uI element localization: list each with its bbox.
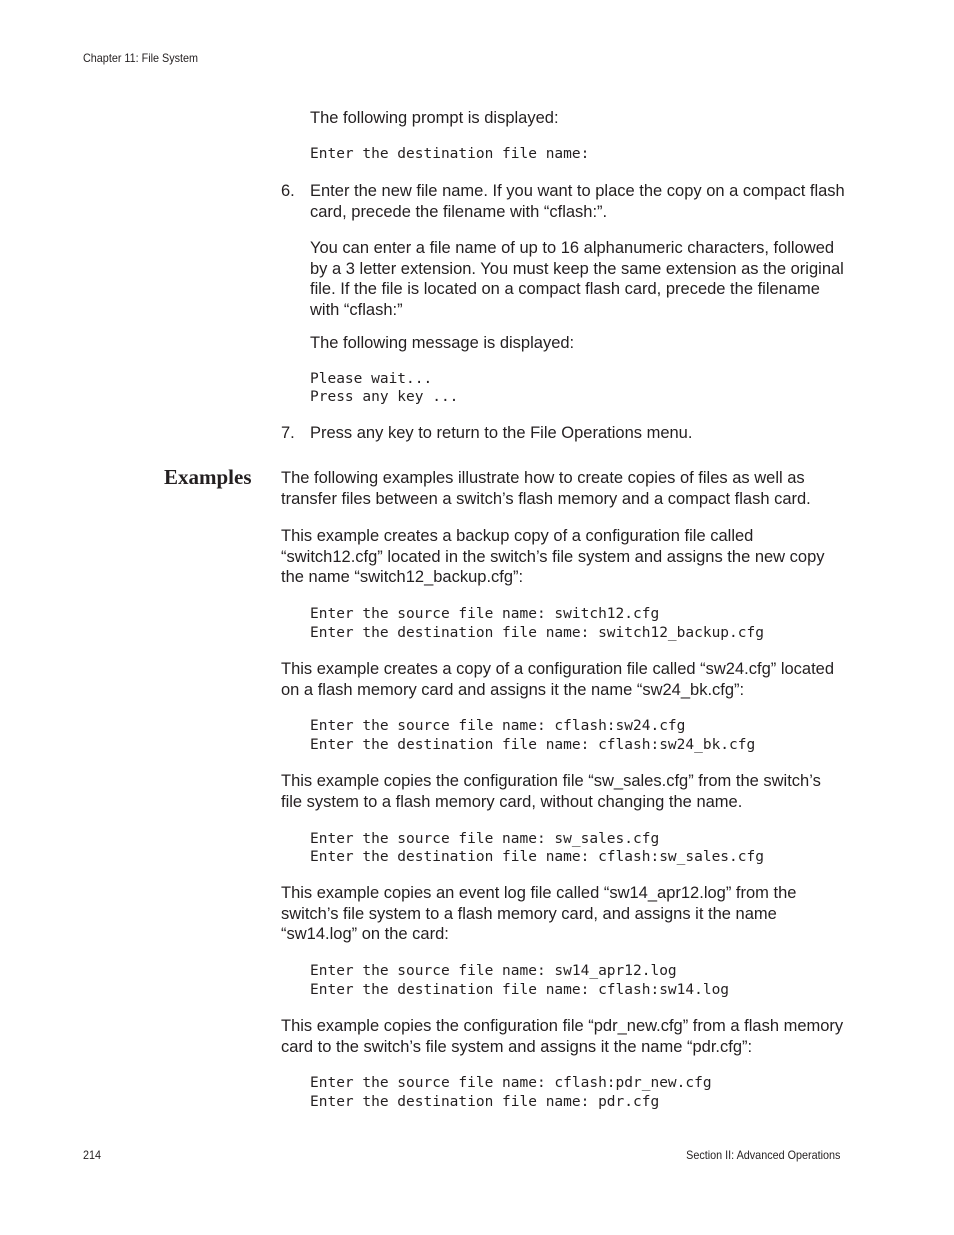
step-7-number: 7. <box>281 424 295 442</box>
examples-intro: The following examples illustrate how to create copies of files as well as transfer files between a switch’s flash memory and a compact flash card. <box>281 469 811 508</box>
prompt-code: Enter the destination file name: <box>310 146 590 162</box>
message-code-line-2: Press any key ... <box>310 389 459 405</box>
prompt-intro-text: The following prompt is displayed: <box>310 109 559 127</box>
page-number: 214 <box>83 1148 102 1162</box>
example-code-line: Enter the destination file name: cflash:sw14.log <box>310 982 730 998</box>
example-description: This example creates a copy of a configuration file called “sw24.cfg” located on a flash memory card and assigns it the name “sw24_bk.cfg”: <box>281 660 835 699</box>
step-6-text: Enter the new file name. If you want to place the copy on a compact flash card, precede the filename with “cflash:”. <box>310 182 845 221</box>
example-description: This example copies the configuration file “pdr_new.cfg” from a flash memory card to the switch’s file system and assigns it the name “pdr.cfg”: <box>281 1017 844 1056</box>
running-header: Chapter 11: File System <box>83 51 199 65</box>
example-description: This example copies an event log file called “sw14_apr12.log” from the switch’s file system to a flash memory card, and assigns it the name “sw14.log” on the card: <box>281 884 797 943</box>
example-code-line: Enter the destination file name: pdr.cfg <box>310 1094 660 1110</box>
example-code-line: Enter the source file name: sw_sales.cfg <box>310 831 660 847</box>
example-description: This example copies the configuration file “sw_sales.cfg” from the switch’s file system to a flash memory card, without changing the name. <box>281 772 821 811</box>
message-code-line-1: Please wait... <box>310 371 433 387</box>
example-code-line: Enter the source file name: cflash:sw24.cfg <box>310 718 686 734</box>
example-code-line: Enter the source file name: sw14_apr12.log <box>310 963 677 979</box>
example-code-line: Enter the source file name: cflash:pdr_new.cfg <box>310 1075 712 1091</box>
example-description: This example creates a backup copy of a configuration file called “switch12.cfg” located in the switch’s file system and assigns the new copy the name “switch12_backup.cfg”: <box>281 527 825 586</box>
step-6-note: You can enter a file name of up to 16 alphanumeric characters, followed by a 3 letter extension. You must keep the same extension as the original file. If the file is located on a compact flash card, precede the filename with “cflash:” <box>310 239 844 319</box>
example-code-line: Enter the destination file name: cflash:sw_sales.cfg <box>310 849 764 865</box>
step-6-number: 6. <box>281 182 295 200</box>
section-heading-examples: Examples <box>164 465 252 489</box>
example-code-line: Enter the source file name: switch12.cfg <box>310 606 660 622</box>
running-footer-section: Section II: Advanced Operations <box>685 1148 840 1162</box>
step-7-text: Press any key to return to the File Operations menu. <box>310 424 693 442</box>
example-code-line: Enter the destination file name: switch12_backup.cfg <box>310 625 764 641</box>
message-intro-text: The following message is displayed: <box>310 334 575 352</box>
example-code-line: Enter the destination file name: cflash:sw24_bk.cfg <box>310 737 756 753</box>
